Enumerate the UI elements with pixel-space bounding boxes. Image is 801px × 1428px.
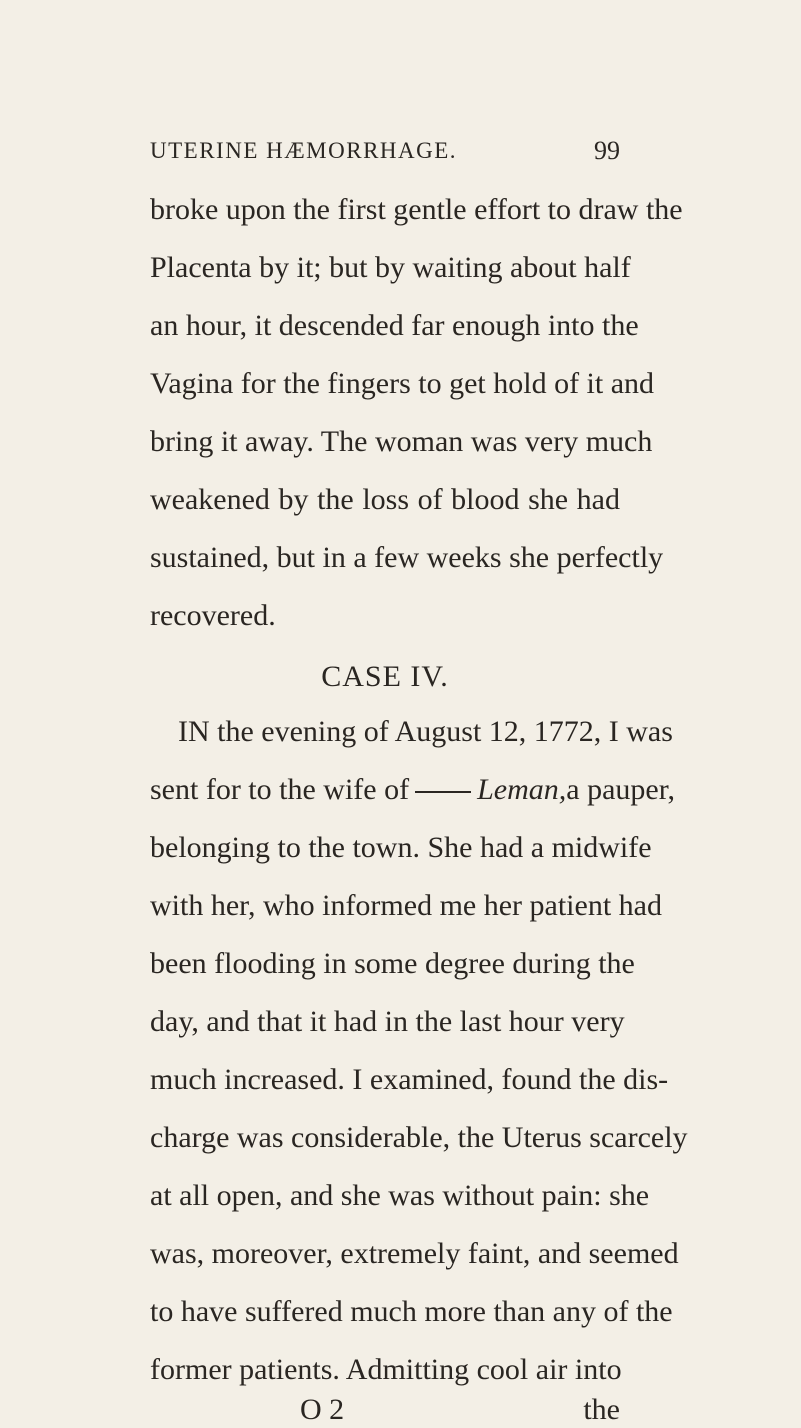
signature-mark: O 2 [300, 1393, 345, 1426]
text-line: much increased. I examined, found the dis- [150, 1063, 669, 1096]
text-line: sustained, but in a few weeks she perfectly [150, 541, 664, 574]
catchword: the [583, 1393, 620, 1426]
text-line: belonging to the town. She had a midwife [150, 831, 652, 864]
text-line: weakened by the loss of blood she had [150, 483, 620, 516]
text-line: with her, who informed me her patient had [150, 889, 662, 922]
text-line: bring it away. The woman was very much [150, 425, 653, 458]
text-line: former patients. Admitting cool air into [150, 1353, 622, 1386]
text-line [150, 772, 676, 808]
text-line: was, moreover, extremely faint, and seemed [150, 1237, 679, 1270]
text-line: to have suffered much more than any of the [150, 1295, 673, 1328]
text-fragment: sent for to the wife of [150, 773, 410, 806]
case-heading: CASE IV. [321, 660, 449, 693]
text-line: Vagina for the fingers to get hold of it and [150, 367, 655, 400]
page-number: 99 [594, 136, 620, 165]
text-line: an hour, it descended far enough into the [150, 309, 639, 342]
text-line: been flooding in some degree during the [150, 947, 635, 980]
text-line: IN the evening of August 12, 1772, I was [178, 715, 673, 748]
text-line: Placenta by it; but by waiting about half [150, 251, 631, 284]
name-dash [415, 791, 471, 793]
text-line: charge was considerable, the Uterus scarcely [150, 1121, 688, 1154]
text-line: broke upon the first gentle effort to draw the [150, 193, 683, 226]
text-line: recovered. [150, 599, 276, 632]
surname: Leman, [477, 773, 567, 806]
running-title: UTERINE HÆMORRHAGE. [150, 138, 458, 163]
text-fragment: a pauper, [566, 773, 676, 806]
text-line: at all open, and she was without pain: she [150, 1179, 650, 1212]
text-line: day, and that it had in the last hour very [150, 1005, 625, 1038]
